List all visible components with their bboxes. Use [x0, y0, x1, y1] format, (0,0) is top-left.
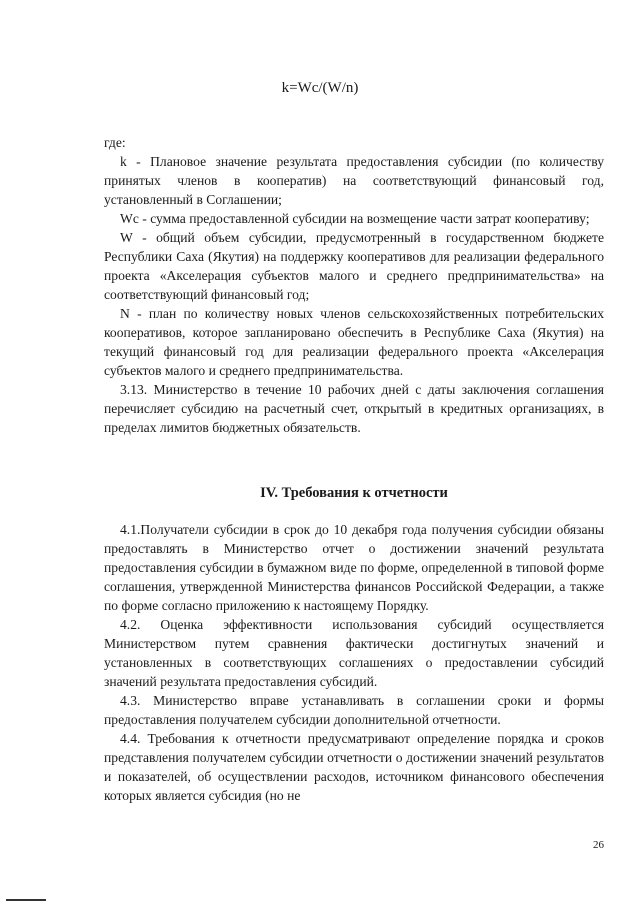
- paragraph-4-2: 4.2. Оценка эффективности использования субсидий осуществляется Министерством путем сравнения фактически достигнутых значений и установленных в соответствующих соглашениях о предоставлении субсидий значений результата предоставления субсидий.: [104, 617, 604, 689]
- formula: k=Wc/(W/n): [281, 80, 359, 96]
- paragraph-4-1: 4.1.Получатели субсидии в срок до 10 декабря года получения субсидии обязаны предоставлять в Министерство отчет о достижении значений результата предоставления субсидии в бумажном виде по форме, определенной в типовой форме соглашения, утвержденной Министерства финансов Российской Федерации, а также по форме согласно приложению к настоящему Порядку.: [104, 522, 604, 613]
- definition-k: k - Плановое значение результата предоставления субсидии (по количеству принятых членов в кооператив) на соответствующий финансовый год, установленный в Соглашении;: [104, 154, 604, 207]
- page-number: 26: [593, 839, 604, 851]
- definition-w: W - общий объем субсидии, предусмотренный в государственном бюджете Республики Саха (Якутия) на поддержку кооперативов для реализации федерального проекта «Акселерация субъектов малого и среднего предпринимательства» на соответствующий финансовый год;: [104, 230, 604, 302]
- paragraph-4-4: 4.4. Требования к отчетности предусматривают определение порядка и сроков представления получателем субсидии отчетности о достижении значений результатов и показателей, об осуществлении расходов, источником финансового обеспечения которых является субсидия (но не: [104, 731, 604, 803]
- definitions-block: [104, 133, 604, 437]
- definition-n: N - план по количеству новых членов сельскохозяйственных потребительских кооперативов, которое запланировано обеспечить в Республике Саха (Якутия) на текущий финансовый год для реализации федерального проекта «Акселерация субъектов малого и среднего предпринимательства.: [104, 306, 604, 378]
- section-heading: IV. Требования к отчетности: [260, 485, 448, 501]
- paragraph-4-3: 4.3. Министерство вправе устанавливать в соглашении сроки и формы предоставления получателем субсидии дополнительной отчетности.: [104, 693, 604, 727]
- scan-edge-mark: [6, 899, 46, 901]
- section-body: [104, 520, 604, 805]
- definition-wc: Wc - сумма предоставленной субсидии на возмещение части затрат кооперативу;: [120, 211, 590, 226]
- where-label: где:: [104, 135, 126, 150]
- paragraph-3-13: 3.13. Министерство в течение 10 рабочих дней с даты заключения соглашения перечисляет субсидию на расчетный счет, открытый в кредитных организациях, в пределах лимитов бюджетных обязательств.: [104, 382, 604, 435]
